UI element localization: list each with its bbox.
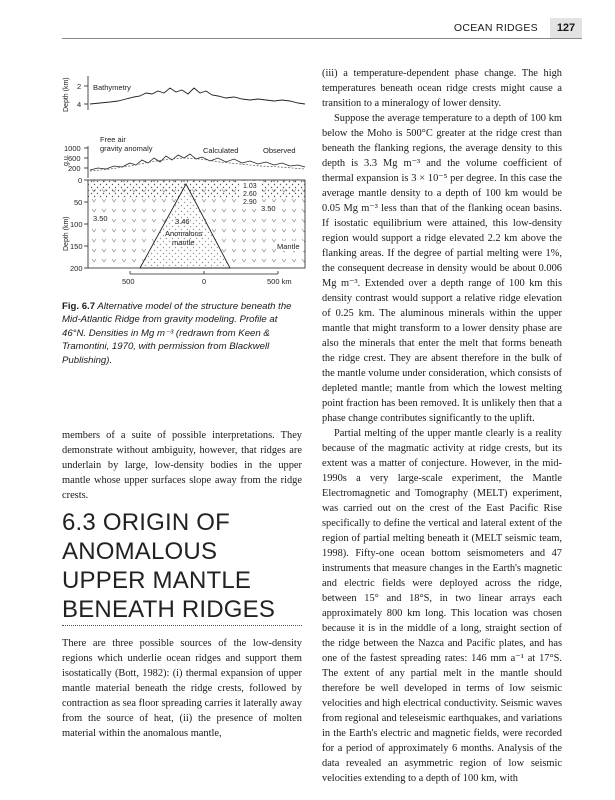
running-title: OCEAN RIDGES	[453, 22, 538, 34]
label-free-air: Free air	[100, 135, 126, 144]
tick-mid-600: 600	[68, 154, 81, 163]
paragraph-continuation: members of a suite of possible interpretations. They demonstrate without ambiguity, however, that ridges are underlain by large, low-density bodies in the upper mantle whose upper surfaces slope away from the ridge crests.	[62, 430, 302, 501]
tick-x-500-km: 500 km	[267, 277, 292, 286]
label-density-center: 3.46	[175, 217, 190, 226]
figure-caption	[62, 300, 302, 367]
label-observed: Observed	[263, 146, 296, 155]
tick-mid-200: 200	[68, 164, 81, 173]
axis-label-gu: g.u.	[63, 154, 70, 166]
tick-bottom-50: 50	[74, 198, 83, 207]
section-heading: 6.3 ORIGIN OF ANOMALOUS UPPER MANTLE BENEATH RIDGES	[62, 509, 276, 623]
label-calculated: Calculated	[203, 146, 239, 155]
axis-label-depth-bottom: Depth (km)	[63, 216, 70, 251]
label-mantle-center: mantle	[172, 238, 195, 247]
section-divider	[62, 625, 302, 626]
tick-top-2: 2	[77, 82, 82, 91]
tick-bottom-0: 0	[78, 176, 83, 185]
label-density-left: 3.50	[93, 214, 108, 223]
tick-mid-1000: 1000	[64, 144, 81, 153]
tick-top-4: 4	[77, 100, 82, 109]
tick-x-0: 0	[202, 277, 207, 286]
label-bathymetry: Bathymetry	[93, 83, 131, 92]
tick-bottom-200: 200	[70, 264, 83, 273]
right-column	[322, 66, 562, 786]
axis-label-depth-top: Depth (km)	[63, 77, 70, 112]
label-anomalous: Anomalous	[165, 229, 203, 238]
figure-caption-text: Alternative model of the structure beneath the Mid-Atlantic Ridge from gravity modeling. Profile at 46°N. Densities in Mg m⁻³ (redrawn from Keen & Tramontini, 1970, with permission from Blackwell Publishing).	[62, 301, 292, 366]
label-mantle-right: Mantle	[277, 242, 300, 251]
crust-layer	[88, 180, 305, 198]
figure-6-7	[60, 66, 310, 296]
running-header	[62, 20, 582, 39]
label-density-right: 3.50	[261, 204, 276, 213]
label-layer-3: 2.90	[243, 199, 257, 206]
tick-x-500-left: 500	[122, 277, 135, 286]
tick-bottom-150: 150	[70, 242, 83, 251]
paragraph-sources: There are three possible sources of the low-density regions which underlie ocean ridges and support them isostatically (Bott, 1982): (i) thermal expansion of upper mantle material beneath the ridge crests, followed by contraction as sea floor spreading carries it laterally away from the source of heat, (ii) the presence of molten material within the anomalous mantle,	[62, 638, 302, 739]
tick-bottom-100: 100	[70, 220, 83, 229]
label-gravity-anomaly: gravity anomaly	[100, 144, 153, 153]
label-layer-2: 2.60	[243, 191, 257, 198]
paragraph-melt-experiment: Partial melting of the upper mantle clearly is a reality because of the magmatic activity at ridge crests, but its extent was a matter of conjecture. However, in the mid-1990s a very large-scale experiment, the Mantle Electromagnetic and Tomography (MELT) experiment, was carried out on the crest of the East Pacific Rise specifically to define the vertical and lateral extent of the region of partial melting beneath it (MELT seismic team, 1998). Fifty-one ocean bottom seismometers and 47 instruments that measure changes in the Earth's magnetic and electric fields were deployed across the ridge, between 15° and 18°S, in two linear arrays each approximately 800 km long. This location was chosen because it is in the middle of a long, straight section of the ridge between the Nazca and Pacific plates, and has one of the fastest spreading rates: 146 mm a⁻¹ at 17°S. The extent of any partial melt in the mantle should therefore be well developed in terms of low seismic velocities and high electrical conductivity. Seismic waves from regional and teleseismic earthquakes, and variations in the Earth's electric and magnetic fields, were recorded for a period of approximately 6 months. Analysis of the data revealed an asymmetric region of low seismic velocities extending to a depth of 100 km, with	[322, 428, 562, 784]
figure-label: Fig. 6.7	[62, 301, 96, 312]
label-layer-1: 1.03	[243, 183, 257, 190]
gravity-observed-curve	[90, 154, 305, 170]
paragraph-phase-change: (iii) a temperature-dependent phase change. The high temperatures beneath ocean ridge crests might cause a transition to a mineralogy of lower density.	[322, 68, 562, 109]
paragraph-thermal-calc: Suppose the average temperature to a depth of 100 km below the Moho is 500°C greater at the ridge crest than beneath the flanking regions, the average density to this depth is 3.3 Mg m⁻³ and the volume coefficient of thermal expansion is 3 × 10⁻⁵ per degree. In this case the average mantle density to a depth of 100 km would be 0.05 Mg m⁻³ less than that of the flanking ocean basins. If isostatic equilibrium were attained, this low-density region would support a ridge elevated 2.2 km above the flanking areas. If the degree of partial melting were 1%, the consequent decrease in density would be about 0.006 Mg m⁻³. Extended over a depth range of 100 km this density contrast would support a relative ridge elevation of 0.25 km. The aluminous minerals within the upper mantle that might transform to a lower density phase are also the minerals that enter the melt that forms beneath the ridge crest. They are absent therefore in the bulk of the mantle volume under consideration, which consists of depleted mantle; mantle from which the lowest melting point fraction has been removed. It is unlikely then that a phase change contributes significantly to the uplift.	[322, 113, 562, 424]
page-number: 127	[550, 18, 582, 38]
